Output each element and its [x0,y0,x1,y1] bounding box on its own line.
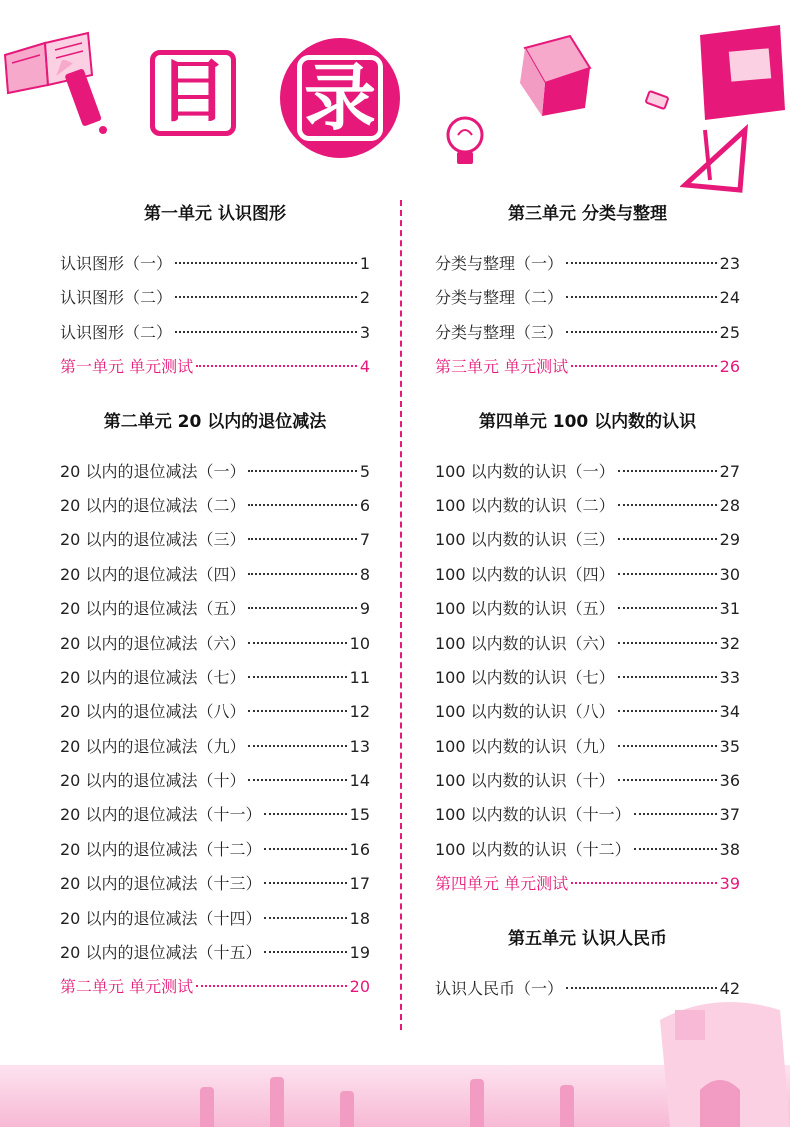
toc-entry[interactable]: 认识人民币（一） 42 [435,978,740,998]
ruler-triangle-icon [680,120,750,195]
unit3-title: 第三单元 分类与整理 [508,204,667,224]
toc-entry[interactable]: 分类与整理（三） 25 [435,322,740,342]
unit2-test-entry[interactable]: 第二单元 单元测试 20 [60,977,370,997]
toc-entry[interactable]: 20 以内的退位减法（十四） 18 [60,908,370,928]
unit1-test-entry[interactable]: 第一单元 单元测试 4 [60,357,370,377]
unit4-test-entry[interactable]: 第四单元 单元测试 39 [435,874,740,894]
fence-post-icon [470,1079,484,1127]
fence-post-icon [340,1091,354,1127]
pencil-icon [55,60,115,140]
toc-entry[interactable]: 20 以内的退位减法（七） 11 [60,667,370,687]
toc-entry[interactable]: 100 以内数的认识（十） 36 [435,771,740,791]
toc-entry[interactable]: 20 以内的退位减法（三） 7 [60,530,370,550]
toc-entry[interactable]: 20 以内的退位减法（六） 10 [60,633,370,653]
toc-entry[interactable]: 20 以内的退位减法（十三） 17 [60,874,370,894]
toc-entry[interactable]: 100 以内数的认识（十二） 38 [435,839,740,859]
title-char-lu: 录 [297,55,383,141]
toc-entry[interactable]: 20 以内的退位减法（九） 13 [60,736,370,756]
unit4-title: 第四单元 100 以内数的认识 [478,411,697,432]
toc-entry[interactable]: 20 以内的退位减法（五） 9 [60,599,370,619]
box-icon [510,28,600,118]
toc-entry[interactable]: 20 以内的退位减法（十五） 19 [60,943,370,963]
toc-entry[interactable]: 认识图形（一） 1 [60,254,370,273]
toc-entry[interactable]: 20 以内的退位减法（一） 5 [60,461,370,481]
toc-entry[interactable]: 100 以内数的认识（三） 29 [435,530,740,550]
notebook-icon [690,20,790,130]
toc-entry[interactable]: 认识图形（二） 2 [60,288,370,308]
house-icon [640,990,790,1127]
unit1-title: 第一单元 认识图形 [144,204,286,224]
toc-entry[interactable]: 100 以内数的认识（八） 34 [435,702,740,722]
column-divider [400,200,402,1030]
toc-entry[interactable]: 100 以内数的认识（七） 33 [435,667,740,687]
unit5-title: 第五单元 认识人民币 [508,928,667,949]
toc-entry[interactable]: 100 以内数的认识（二） 28 [435,495,740,515]
toc-entry[interactable]: 分类与整理（二） 24 [435,288,740,308]
eraser-icon [645,90,671,112]
title-char-lu-circle [280,38,400,158]
lightbulb-icon [440,110,490,175]
toc-entry[interactable]: 100 以内数的认识（九） 35 [435,736,740,756]
right-column [435,195,740,1006]
toc-entry[interactable]: 20 以内的退位减法（十二） 16 [60,839,370,859]
fence-post-icon [560,1085,574,1127]
toc-entry[interactable]: 20 以内的退位减法（十） 14 [60,771,370,791]
fence-post-icon [270,1077,284,1127]
toc-entry[interactable]: 100 以内数的认识（一） 27 [435,461,740,481]
toc-entry[interactable]: 100 以内数的认识（六） 32 [435,633,740,653]
toc-entry[interactable]: 100 以内数的认识（四） 30 [435,564,740,584]
left-column [60,195,370,1005]
toc-entry[interactable]: 认识图形（二） 3 [60,322,370,342]
unit2-title: 第二单元 20 以内的退位减法 [103,411,327,432]
toc-entry[interactable]: 20 以内的退位减法（八） 12 [60,702,370,722]
toc-entry[interactable]: 分类与整理（一） 23 [435,254,740,273]
fence-post-icon [200,1087,214,1127]
unit3-test-entry[interactable]: 第三单元 单元测试 26 [435,357,740,377]
toc-entry[interactable]: 20 以内的退位减法（二） 6 [60,495,370,515]
toc-entry[interactable]: 100 以内数的认识（十一） 37 [435,805,740,825]
toc-entry[interactable]: 100 以内数的认识（五） 31 [435,599,740,619]
title-char-mu: 目 [150,50,236,136]
toc-entry[interactable]: 20 以内的退位减法（四） 8 [60,564,370,584]
toc-entry[interactable]: 20 以内的退位减法（十一） 15 [60,805,370,825]
